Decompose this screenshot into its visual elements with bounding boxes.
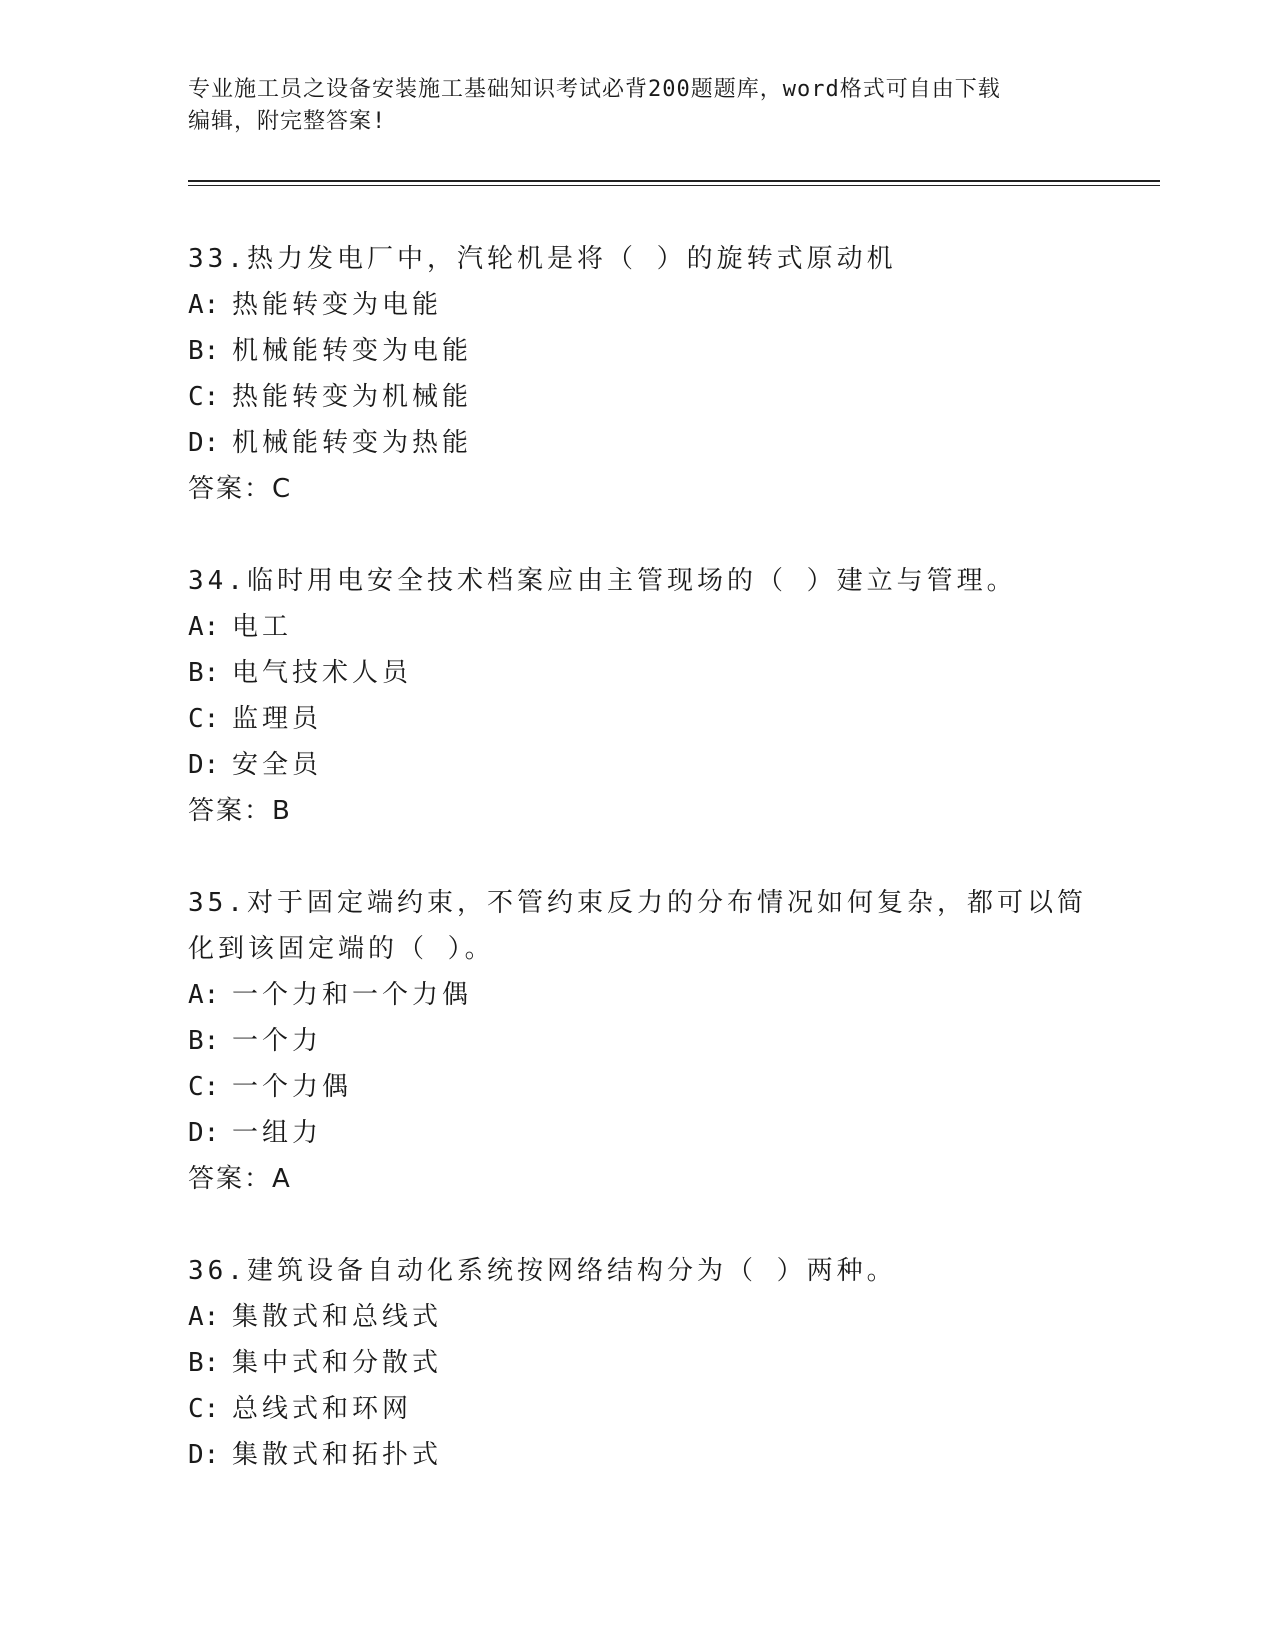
option-text: 监理员 <box>232 704 323 734</box>
option-letter: C: <box>188 382 220 412</box>
answer-line: 答案：C <box>188 474 293 504</box>
option-d <box>188 1110 1088 1156</box>
option-text: 总线式和环网 <box>232 1394 413 1424</box>
header-line-1: 专业施工员之设备安装施工基础知识考试必背200题题库，word格式可自由下载 <box>188 77 1001 102</box>
option-letter: A: <box>188 612 220 642</box>
question-stem: 34.临时用电安全技术档案应由主管现场的（ ）建立与管理。 <box>188 566 1017 596</box>
option-b <box>188 1018 1088 1064</box>
header-divider-thin <box>188 185 1160 186</box>
option-a <box>188 282 1088 328</box>
option-letter: D: <box>188 1440 220 1470</box>
option-text: 集散式和拓扑式 <box>232 1440 443 1470</box>
option-text: 热能转变为电能 <box>232 290 443 320</box>
option-text: 电气技术人员 <box>232 658 413 688</box>
option-text: 一个力偶 <box>232 1072 353 1102</box>
option-letter: D: <box>188 428 220 458</box>
question-33 <box>188 236 1088 512</box>
option-text: 一个力和一个力偶 <box>232 980 473 1010</box>
option-text: 热能转变为机械能 <box>232 382 473 412</box>
option-text: 一个力 <box>232 1026 323 1056</box>
option-d <box>188 742 1088 788</box>
option-letter: A: <box>188 980 220 1010</box>
question-stem: 33.热力发电厂中，汽轮机是将（ ）的旋转式原动机 <box>188 244 897 274</box>
question-list <box>188 236 1088 1524</box>
option-a <box>188 972 1088 1018</box>
option-letter: C: <box>188 704 220 734</box>
option-c <box>188 374 1088 420</box>
option-letter: B: <box>188 1026 220 1056</box>
option-text: 安全员 <box>232 750 323 780</box>
question-stem: 35.对于固定端约束，不管约束反力的分布情况如何复杂，都可以简化到该固定端的（ ）。 <box>188 888 1087 964</box>
option-letter: A: <box>188 1302 220 1332</box>
option-letter: C: <box>188 1072 220 1102</box>
option-b <box>188 1340 1088 1386</box>
option-text: 机械能转变为热能 <box>232 428 473 458</box>
option-text: 集中式和分散式 <box>232 1348 443 1378</box>
option-c <box>188 1064 1088 1110</box>
option-text: 机械能转变为电能 <box>232 336 473 366</box>
option-letter: B: <box>188 1348 220 1378</box>
option-a <box>188 604 1088 650</box>
option-letter: B: <box>188 336 220 366</box>
question-35 <box>188 880 1088 1202</box>
document-header <box>188 74 1088 138</box>
option-d <box>188 420 1088 466</box>
option-c <box>188 1386 1088 1432</box>
option-b <box>188 650 1088 696</box>
option-text: 电工 <box>232 612 293 642</box>
option-letter: D: <box>188 1118 220 1148</box>
option-d <box>188 1432 1088 1478</box>
option-letter: D: <box>188 750 220 780</box>
question-34 <box>188 558 1088 834</box>
header-divider-thick <box>188 180 1160 182</box>
option-letter: A: <box>188 290 220 320</box>
option-letter: C: <box>188 1394 220 1424</box>
option-text: 集散式和总线式 <box>232 1302 443 1332</box>
answer-line: 答案：B <box>188 796 292 826</box>
question-36 <box>188 1248 1088 1478</box>
header-line-2: 编辑，附完整答案! <box>188 109 387 134</box>
option-c <box>188 696 1088 742</box>
option-a <box>188 1294 1088 1340</box>
option-letter: B: <box>188 658 220 688</box>
option-b <box>188 328 1088 374</box>
answer-line: 答案：A <box>188 1164 292 1194</box>
option-text: 一组力 <box>232 1118 323 1148</box>
question-stem: 36.建筑设备自动化系统按网络结构分为（ ）两种。 <box>188 1256 897 1286</box>
